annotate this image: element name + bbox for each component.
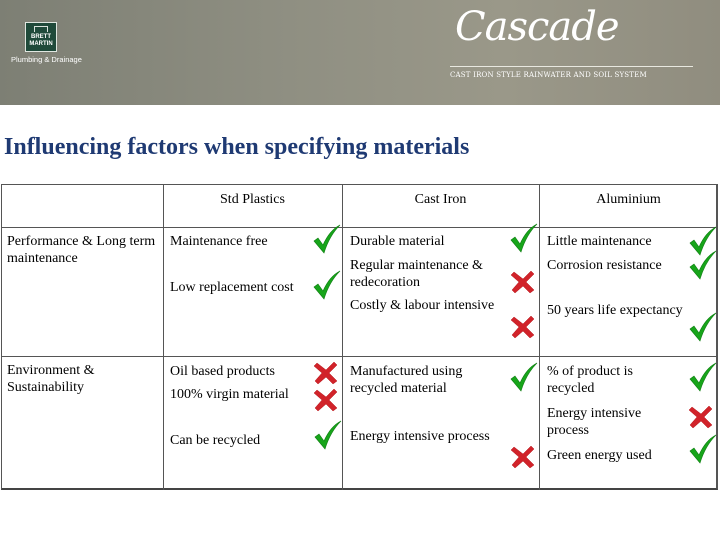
cell-text: Maintenance free xyxy=(170,234,268,249)
logo-line-1: BRETT xyxy=(31,34,51,40)
cross-icon xyxy=(689,405,713,429)
row-label-environment: Environment & Sustainability xyxy=(7,363,95,395)
cell-text: 100% virgin material xyxy=(170,387,289,402)
cross-icon xyxy=(314,388,338,412)
table-divider-header xyxy=(1,227,718,228)
cell-text: Energy intensive process xyxy=(350,429,490,444)
brand-divider xyxy=(450,66,693,67)
table-divider-row xyxy=(1,356,718,357)
logo-roof-icon xyxy=(34,26,48,32)
cross-icon xyxy=(511,315,535,339)
cell-text: Manufactured using recycled material xyxy=(350,364,463,396)
column-header-aluminium: Aluminium xyxy=(596,192,661,207)
tick-icon xyxy=(688,250,718,280)
tick-icon xyxy=(688,362,718,392)
table-divider-col3 xyxy=(539,184,540,490)
cascade-brand: Cascade xyxy=(455,4,619,50)
tick-icon xyxy=(688,434,718,464)
logo-line-2: MARTIN xyxy=(29,41,53,47)
column-header-std-plastics: Std Plastics xyxy=(220,192,285,207)
column-header-cast-iron: Cast Iron xyxy=(414,192,467,207)
cell-text: Corrosion resistance xyxy=(547,258,662,273)
page-title: Influencing factors when specifying materials xyxy=(4,134,470,160)
table-divider-col1 xyxy=(163,184,164,490)
cell-text: % of product is recycled xyxy=(547,364,633,396)
tick-icon xyxy=(313,420,343,450)
row-label-performance: Performance & Long term maintenance xyxy=(7,234,156,266)
brett-martin-logo xyxy=(25,22,57,52)
cell-text: Oil based products xyxy=(170,364,275,379)
cell-text: Regular maintenance & redecoration xyxy=(350,258,483,290)
cell-text: Little maintenance xyxy=(547,234,652,249)
header-banner xyxy=(0,0,720,105)
logo-subtitle: Plumbing & Drainage xyxy=(11,55,82,64)
tick-icon xyxy=(509,362,539,392)
cell-text: Energy intensive process xyxy=(547,406,642,438)
cross-icon xyxy=(511,270,535,294)
cell-text: Durable material xyxy=(350,234,445,249)
cell-text: 50 years life expectancy xyxy=(547,303,683,318)
brand-tagline: CAST IRON STYLE RAINWATER AND SOIL SYSTEM xyxy=(450,71,647,79)
cell-text: Can be recycled xyxy=(170,433,261,448)
tick-icon xyxy=(688,312,718,342)
cell-text: Costly & labour intensive xyxy=(350,298,495,313)
cell-text: Green energy used xyxy=(547,448,652,463)
tick-icon xyxy=(312,224,342,254)
cell-text: Low replacement cost xyxy=(170,280,294,295)
tick-icon xyxy=(312,270,342,300)
cross-icon xyxy=(314,361,338,385)
cross-icon xyxy=(511,445,535,469)
tick-icon xyxy=(509,223,539,253)
